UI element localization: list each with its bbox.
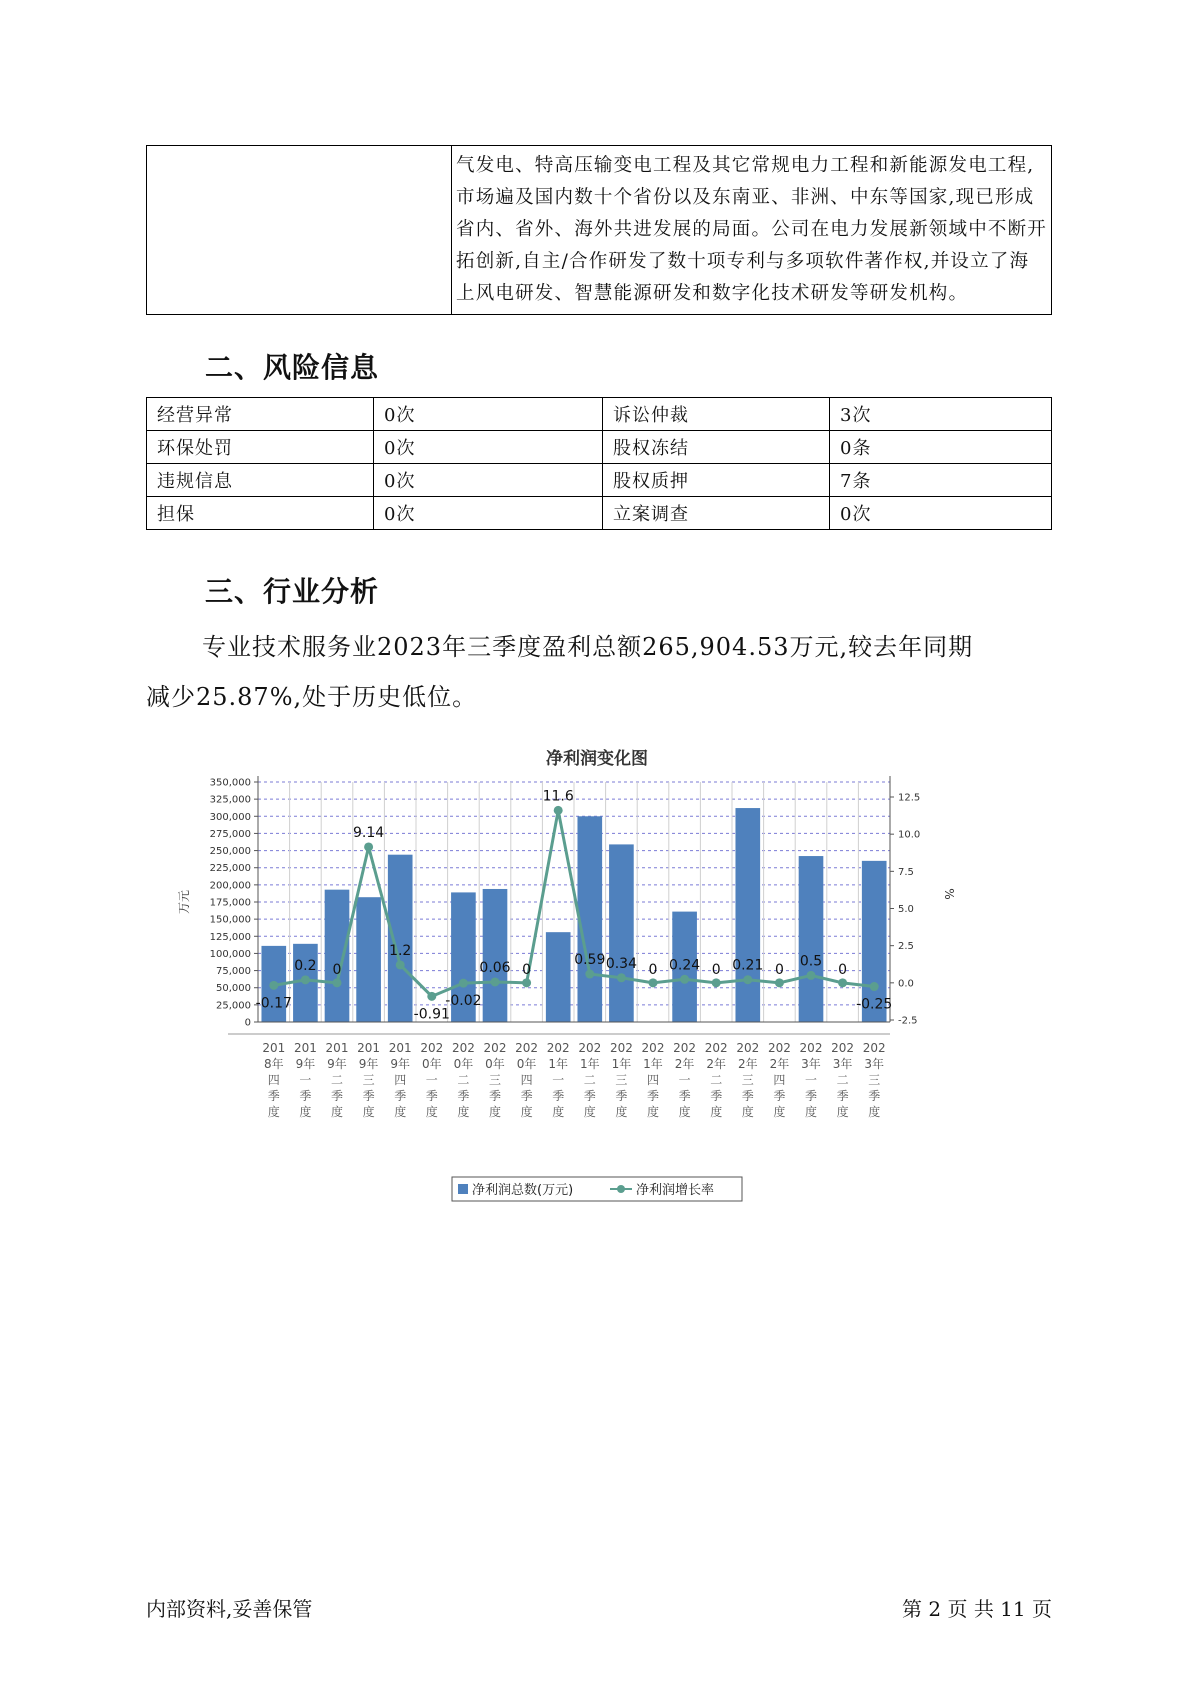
growth-rate-point — [807, 971, 816, 980]
y-tick-label: 350,000 — [209, 777, 251, 789]
x-tick-label: 201 — [388, 1041, 412, 1055]
industry-section-heading: 三、行业分析 — [205, 575, 380, 608]
intro-line: 上风电研发、智慧能源研发和数字化技术研发等研发机构。 — [456, 283, 969, 304]
growth-rate-point — [427, 992, 436, 1001]
x-tick-label: 四 — [520, 1073, 533, 1087]
x-tick-label: 季 — [773, 1089, 786, 1103]
x-tick-label: 202 — [767, 1041, 791, 1055]
x-tick-label: 202 — [451, 1041, 475, 1055]
x-tick-label: 202 — [515, 1041, 539, 1055]
growth-rate-label: 0.21 — [732, 957, 764, 974]
x-tick-label: 201 — [357, 1041, 381, 1055]
x-tick-label: 季 — [457, 1089, 470, 1103]
x-tick-label: 季 — [583, 1089, 596, 1103]
y-tick-label: 300,000 — [209, 811, 251, 823]
industry-paragraph — [146, 622, 1052, 722]
risk-key: 股权质押 — [603, 464, 830, 497]
growth-rate-point — [333, 978, 342, 987]
growth-rate-point — [680, 975, 689, 984]
growth-rate-label: 0 — [522, 961, 532, 978]
risk-key: 环保处罚 — [147, 431, 374, 464]
growth-rate-label: 1.2 — [389, 942, 412, 959]
x-tick-label: 202 — [673, 1041, 697, 1055]
risk-value: 0次 — [374, 497, 603, 530]
table-row — [147, 431, 1052, 464]
x-tick-label: 三 — [615, 1073, 628, 1087]
x-tick-label: 度 — [299, 1105, 312, 1119]
table-row — [147, 464, 1052, 497]
x-tick-label: 四 — [773, 1073, 786, 1087]
growth-rate-label: 0 — [838, 961, 848, 978]
x-tick-label: 201 — [262, 1041, 286, 1055]
bar — [325, 890, 350, 1022]
growth-rate-point — [743, 975, 752, 984]
growth-rate-point — [364, 842, 373, 851]
x-tick-label: 二 — [710, 1073, 723, 1087]
risk-table — [146, 397, 1052, 530]
y-tick-label: 200,000 — [209, 880, 251, 892]
x-tick-label: 9年 — [295, 1057, 316, 1071]
x-tick-label: 度 — [425, 1105, 438, 1119]
risk-key: 诉讼仲裁 — [603, 398, 830, 431]
x-tick-label: 季 — [520, 1089, 533, 1103]
intro-text-cell — [452, 146, 1052, 315]
x-tick-label: 季 — [425, 1089, 438, 1103]
x-tick-label: 201 — [325, 1041, 349, 1055]
x-tick-label: 202 — [578, 1041, 602, 1055]
paragraph-line: 专业技术服务业2023年三季度盈利总额265,904.53万元,较去年同期 — [202, 633, 974, 661]
risk-value: 0次 — [374, 464, 603, 497]
growth-rate-point — [301, 975, 310, 984]
paragraph-line: 减少25.87%,处于历史低位。 — [146, 683, 478, 711]
x-tick-label: 2年 — [674, 1057, 695, 1071]
x-tick-label: 季 — [299, 1089, 312, 1103]
y-tick-label: 250,000 — [209, 846, 251, 858]
x-tick-label: 2年 — [706, 1057, 727, 1071]
y-tick-label: 125,000 — [209, 931, 251, 943]
x-tick-label: 0年 — [516, 1057, 537, 1071]
y-tick-label: 100,000 — [209, 948, 251, 960]
chart-grid — [255, 782, 893, 1022]
risk-key: 立案调查 — [603, 497, 830, 530]
x-tick-label: 季 — [488, 1089, 502, 1103]
growth-rate-label: -0.17 — [255, 995, 292, 1012]
x-tick-label: 三 — [362, 1073, 375, 1087]
y2-tick-label: 5.0 — [898, 904, 914, 915]
x-tick-label: 季 — [646, 1089, 660, 1103]
x-tick-label: 0年 — [485, 1057, 505, 1071]
y-tick-label: 225,000 — [209, 863, 251, 875]
x-tick-label: 二 — [330, 1073, 344, 1087]
x-tick-label: 202 — [736, 1041, 760, 1055]
footer-left: 内部资料,妥善保管 — [146, 1597, 313, 1621]
x-tick-label: 1年 — [611, 1057, 632, 1071]
growth-rate-point — [838, 978, 847, 987]
x-tick-label: 一 — [804, 1073, 818, 1087]
x-tick-label: 度 — [804, 1105, 818, 1119]
growth-rate-point — [870, 982, 879, 991]
x-tick-label: 202 — [546, 1041, 570, 1055]
x-tick-label: 一 — [425, 1073, 438, 1087]
risk-value: 0次 — [374, 398, 603, 431]
x-tick-label: 季 — [710, 1089, 723, 1103]
growth-rate-label: 0.24 — [669, 957, 701, 974]
y-tick-label: 275,000 — [209, 828, 251, 840]
x-tick-label: 季 — [868, 1089, 881, 1103]
x-tick-label: 季 — [678, 1089, 691, 1103]
y2-tick-label: 2.5 — [898, 941, 914, 953]
x-tick-label: 季 — [836, 1089, 849, 1103]
table-row — [147, 398, 1052, 431]
y-tick-label: 325,000 — [209, 794, 251, 806]
x-tick-label: 0年 — [421, 1057, 442, 1071]
risk-key: 担保 — [147, 497, 374, 530]
bar — [546, 932, 571, 1022]
x-tick-label: 202 — [641, 1041, 665, 1055]
y2-axis-label: % — [942, 888, 956, 900]
x-tick-label: 201 — [293, 1041, 317, 1055]
growth-rate-label: 0 — [774, 961, 784, 978]
growth-rate-label: 0 — [711, 961, 721, 978]
growth-rate-label: 0.34 — [605, 955, 637, 972]
x-tick-label: 二 — [457, 1073, 470, 1087]
x-tick-label: 度 — [488, 1105, 502, 1119]
x-tick-label: 1年 — [548, 1057, 569, 1071]
x-tick-label: 四 — [646, 1073, 660, 1087]
y-tick-label: 150,000 — [209, 914, 251, 926]
y-tick-label: 0 — [244, 1017, 251, 1029]
growth-rate-point — [269, 981, 278, 990]
x-tick-label: 季 — [552, 1089, 565, 1103]
y2-tick-label: 7.5 — [898, 866, 914, 878]
bar — [577, 816, 602, 1022]
y-tick-label: 175,000 — [209, 897, 251, 909]
x-tick-label: 3年 — [864, 1057, 885, 1071]
x-tick-label: 202 — [799, 1041, 823, 1055]
legend-bar-swatch — [458, 1184, 468, 1194]
net-profit-chart — [170, 735, 1040, 1205]
x-tick-label: 1年 — [643, 1057, 663, 1071]
growth-rate-label: 0.06 — [479, 959, 511, 976]
growth-rate-point — [554, 806, 563, 815]
growth-rate-label: 9.14 — [353, 824, 385, 841]
x-tick-label: 季 — [394, 1089, 407, 1103]
y2-tick-label: 12.5 — [898, 792, 921, 804]
bar — [483, 889, 508, 1022]
risk-value: 0条 — [830, 431, 1052, 464]
intro-label-cell — [147, 146, 452, 315]
footer-page-number: 第 2 页 共 11 页 — [902, 1597, 1052, 1621]
x-tick-label: 202 — [609, 1041, 633, 1055]
legend-line-label: 净利润增长率 — [636, 1183, 715, 1198]
table-row — [147, 497, 1052, 530]
x-tick-label: 度 — [615, 1105, 628, 1119]
growth-rate-label: 0 — [332, 961, 342, 978]
x-tick-label: 9年 — [390, 1057, 411, 1071]
bar — [609, 844, 634, 1022]
x-tick-label: 202 — [483, 1041, 507, 1055]
chart-title: 净利润变化图 — [546, 749, 648, 769]
x-tick-label: 度 — [678, 1105, 691, 1119]
x-tick-label: 1年 — [579, 1057, 600, 1071]
risk-key: 违规信息 — [147, 464, 374, 497]
x-tick-label: 四 — [394, 1073, 407, 1087]
x-tick-label: 二 — [836, 1073, 849, 1087]
x-tick-label: 季 — [362, 1089, 375, 1103]
intro-line: 拓创新,自主/合作研发了数十项专利与多项软件著作权,并设立了海 — [456, 251, 1030, 272]
growth-rate-label: -0.25 — [856, 996, 893, 1013]
growth-rate-label: 0.5 — [799, 953, 823, 970]
x-tick-label: 季 — [330, 1089, 344, 1103]
legend-bar-label: 净利润总数(万元) — [472, 1183, 574, 1198]
growth-rate-point — [649, 978, 658, 987]
bar — [799, 856, 824, 1022]
x-tick-label: 202 — [831, 1041, 855, 1055]
x-tick-label: 3年 — [832, 1057, 853, 1071]
x-tick-label: 度 — [362, 1105, 375, 1119]
x-tick-label: 三 — [741, 1073, 754, 1087]
growth-rate-label: -0.91 — [413, 1006, 450, 1023]
x-tick-label: 0年 — [453, 1057, 474, 1071]
x-tick-label: 一 — [552, 1073, 565, 1087]
intro-line: 省内、省外、海外共进发展的局面。公司在电力发展新领域中不断开 — [456, 219, 1048, 240]
x-tick-label: 9年 — [327, 1057, 347, 1071]
bar — [356, 897, 381, 1022]
y-tick-label: 50,000 — [216, 983, 251, 995]
x-tick-label: 季 — [741, 1089, 754, 1103]
intro-line: 气发电、特高压输变电工程及其它常规电力工程和新能源发电工程, — [456, 155, 1035, 176]
x-tick-label: 2年 — [769, 1057, 790, 1071]
x-tick-label: 一 — [678, 1073, 691, 1087]
y2-tick-label: 0.0 — [898, 978, 914, 990]
risk-key: 经营异常 — [147, 398, 374, 431]
x-tick-label: 202 — [704, 1041, 728, 1055]
x-tick-label: 度 — [773, 1105, 786, 1119]
growth-rate-point — [617, 973, 626, 982]
x-tick-label: 202 — [420, 1041, 444, 1055]
growth-rate-label: 11.6 — [542, 788, 574, 805]
growth-rate-label: 0.2 — [294, 957, 317, 974]
legend-line-marker — [617, 1185, 625, 1193]
x-tick-label: 季 — [267, 1089, 280, 1103]
y2-tick-label: -2.5 — [898, 1015, 918, 1027]
x-tick-label: 季 — [804, 1089, 818, 1103]
x-tick-label: 度 — [457, 1105, 470, 1119]
x-tick-label: 一 — [299, 1073, 312, 1087]
risk-value: 0次 — [374, 431, 603, 464]
x-tick-label: 度 — [710, 1105, 723, 1119]
y-tick-label: 25,000 — [216, 1000, 251, 1012]
growth-rate-point — [459, 979, 468, 988]
x-tick-label: 8年 — [263, 1057, 284, 1071]
chart-legend — [452, 1177, 742, 1201]
growth-rate-label: 0.59 — [574, 952, 606, 969]
growth-rate-point — [522, 978, 531, 987]
risk-section-heading: 二、风险信息 — [205, 351, 380, 384]
x-tick-label: 度 — [836, 1105, 849, 1119]
x-tick-label: 四 — [267, 1073, 280, 1087]
x-tick-label: 度 — [520, 1105, 533, 1119]
x-tick-label: 度 — [267, 1105, 280, 1119]
x-tick-label: 度 — [868, 1105, 881, 1119]
y2-tick-label: 10.0 — [898, 829, 921, 841]
growth-rate-point — [396, 960, 405, 969]
x-tick-label: 度 — [552, 1105, 565, 1119]
x-tick-label: 度 — [583, 1105, 596, 1119]
x-tick-label: 度 — [394, 1105, 407, 1119]
risk-key: 股权冻结 — [603, 431, 830, 464]
x-tick-label: 度 — [330, 1105, 344, 1119]
risk-value: 7条 — [830, 464, 1052, 497]
x-tick-label: 二 — [583, 1073, 596, 1087]
y-axis-label: 万元 — [177, 889, 191, 915]
x-tick-label: 3年 — [801, 1057, 821, 1071]
x-tick-label: 三 — [488, 1073, 502, 1087]
growth-rate-point — [491, 977, 500, 986]
x-tick-label: 9年 — [358, 1057, 379, 1071]
growth-rate-point — [712, 978, 721, 987]
growth-rate-point — [775, 978, 784, 987]
x-tick-label: 2年 — [737, 1057, 758, 1071]
growth-rate-label: -0.02 — [445, 993, 482, 1010]
x-tick-label: 三 — [868, 1073, 881, 1087]
risk-value: 0次 — [830, 497, 1052, 530]
growth-rate-point — [585, 970, 594, 979]
y-tick-label: 75,000 — [216, 966, 251, 978]
bar — [735, 808, 760, 1022]
risk-value: 3次 — [830, 398, 1052, 431]
company-intro-table — [146, 145, 1052, 315]
x-tick-label: 202 — [862, 1041, 886, 1055]
growth-rate-label: 0 — [648, 961, 658, 978]
x-tick-label: 度 — [741, 1105, 754, 1119]
x-tick-label: 季 — [615, 1089, 628, 1103]
intro-line: 市场遍及国内数十个省份以及东南亚、非洲、中东等国家,现已形成 — [456, 187, 1035, 208]
x-tick-label: 度 — [646, 1105, 660, 1119]
